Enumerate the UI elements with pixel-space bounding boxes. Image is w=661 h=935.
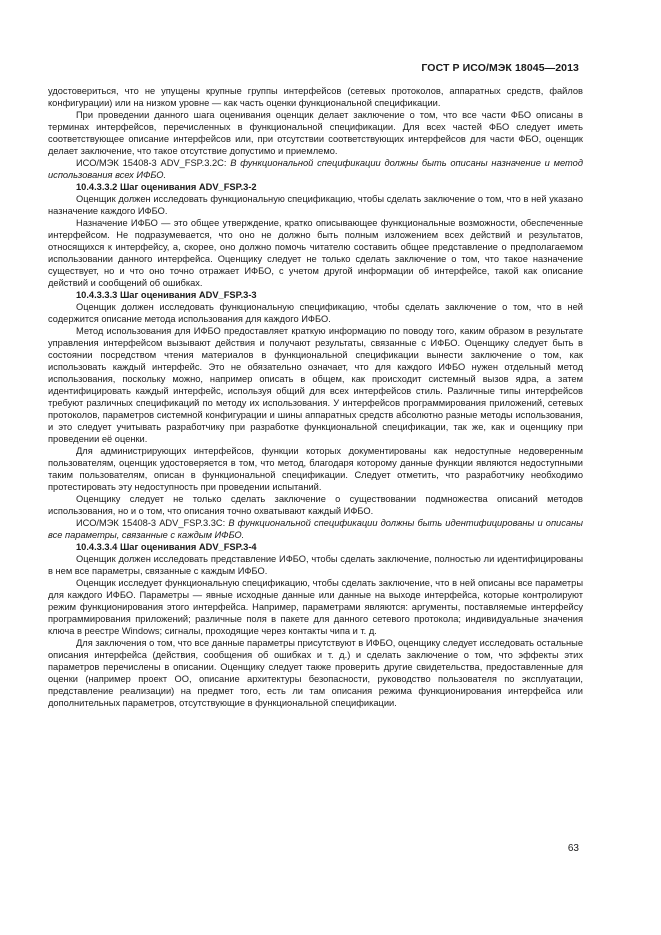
requirement-text: В функциональной спецификации должны быть описаны назначение и метод использования всех ИФБО. xyxy=(48,158,583,180)
requirement-reference xyxy=(48,517,583,541)
paragraph: Оценщик должен исследовать функциональную спецификацию, чтобы сделать заключение о том, что в ней указано назначение каждого ИФБО. xyxy=(48,194,583,216)
requirement-code: ИСО/МЭК 15408-3 ADV_FSP.3.3C: xyxy=(76,518,226,528)
section-heading: 10.4.3.3.2 Шаг оценивания ADV_FSP.3-2 xyxy=(76,182,257,192)
paragraph: Метод использования для ИФБО предоставляет краткую информацию по поводу того, каким образом в результате управления интерфейсом вызывают действия и получают результаты, связанные с ИФБО. Оценщику следует быть в состоянии посредством чтения материалов в функциональной спецификации вынести заключение о том, как использовать каждый интерфейс. Это не обязательно означает, что для каждого ИФБО нужен отдельный метод использования, поскольку можно, например описать в общем, как происходит системный вызов ядра, а затем идентифицировать каждый интерфейс, используя общий для всех интерфейсов стиль. Различные типы интерфейсов требуют различных спецификаций по методу их использования. У интерфейсов программирования приложений, сетевых протоколов, параметров системной конфигурации и шины аппаратных средств абсолютно разные методы использования, и это следует учитывать разработчику при разработке функциональной спецификации, так же, как и оценщику при проведении её оценки. xyxy=(48,326,583,444)
paragraph: Оценщик должен исследовать функциональную спецификацию, чтобы сделать заключение о том, что в ней содержится описание метода использования для каждого ИФБО. xyxy=(48,302,583,324)
paragraph: Оценщику следует не только сделать заключение о существовании подмножества описаний методов использования, но и о том, что описания точно охватывают каждый ИФБО. xyxy=(48,494,583,516)
paragraph: Назначение ИФБО — это общее утверждение, кратко описывающее функциональные возможности, обеспеченные интерфейсом. Не подразумевается, что оно не должно быть полным изложением всех действий и результатов, относящихся к интерфейсу, а, скорее, оно должно помочь читателю составить общее представление о предполагаемом использовании данного интерфейса. Оценщику следует не только сделать заключение о том, что такое назначение существует, но и что оно точно отражает ИФБО, с учетом другой информации об интерфейсе, такой как описание действий и сообщений об ошибках. xyxy=(48,218,583,288)
paragraph: удостовериться, что не упущены крупные группы интерфейсов (сетевых протоколов, аппаратных средств, файлов конфигурации) или на низком уровне — как часть оценки функциональной спецификации. xyxy=(48,86,583,108)
requirement-text: В функциональной спецификации должны быть идентифицированы и описаны все параметры, связанные с каждым ИФБО. xyxy=(48,518,584,540)
page-body xyxy=(48,85,583,709)
paragraph: Оценщик исследует функциональную спецификацию, чтобы сделать заключение, что в ней описаны все параметры для каждого ИФБО. Параметры — явные исходные данные или данные на выходе интерфейса, которые контролируют режим функционирования этого интерфейса. Например, параметрами являются: аргументы, поставляемые интерфейсу программирования приложений; различные поля в пакете для данного сетевого протокола; индивидуальные значения ключа в реестре Windows; сигналы, проходящие через контакты чипа и т. д. xyxy=(48,578,583,636)
requirement-reference xyxy=(48,157,583,181)
requirement-code: ИСО/МЭК 15408-3 ADV_FSP.3.2C: xyxy=(76,158,227,168)
standard-header: ГОСТ Р ИСО/МЭК 18045—2013 xyxy=(421,62,579,74)
page-number: 63 xyxy=(567,843,579,854)
paragraph: При проведении данного шага оценивания оценщик делает заключение о том, что все части ФБО описаны в терминах интерфейсов, перечисленных в функциональной спецификации. Для всех частей ФБО следует иметь соответствующее описание интерфейсов или, при отсутствии соответствующих интерфейсов для части ФБО, оценщик делает заключение, что такое отсутствие допустимо и приемлемо. xyxy=(48,110,583,156)
paragraph: Для заключения о том, что все данные параметры присутствуют в ИФБО, оценщику следует исследовать остальные описания интерфейса (действия, сообщения об ошибках и т. д.) и сделать заключение о том, что эффекты этих параметров перечислены в описании. Оценщику следует также проверить другие свидетельства, предоставленные для оценки (например проект ОО, описание архитектуры безопасности, руководство пользователя по эксплуатации, представление реализации) на предмет того, есть ли там описания режима функционирования интерфейса или дополнительных параметров, отсутствующие в функциональной спецификации. xyxy=(48,638,583,708)
paragraph: Оценщик должен исследовать представление ИФБО, чтобы сделать заключение, полностью ли идентифицированы в нем все параметры, связанные с каждым ИФБО. xyxy=(48,554,583,576)
section-heading: 10.4.3.3.3 Шаг оценивания ADV_FSP.3-3 xyxy=(76,290,257,300)
section-heading: 10.4.3.3.4 Шаг оценивания ADV_FSP.3-4 xyxy=(76,542,257,552)
paragraph: Для администрирующих интерфейсов, функции которых документированы как недоступные недоверенным пользователям, оценщик удостоверяется в том, что метод, благодаря которому данные функции являются недоступными таким пользователям, описан в функциональной спецификации. Следует отметить, что разработчику необходимо протестировать эту недоступность при проведении испытаний. xyxy=(48,446,583,492)
